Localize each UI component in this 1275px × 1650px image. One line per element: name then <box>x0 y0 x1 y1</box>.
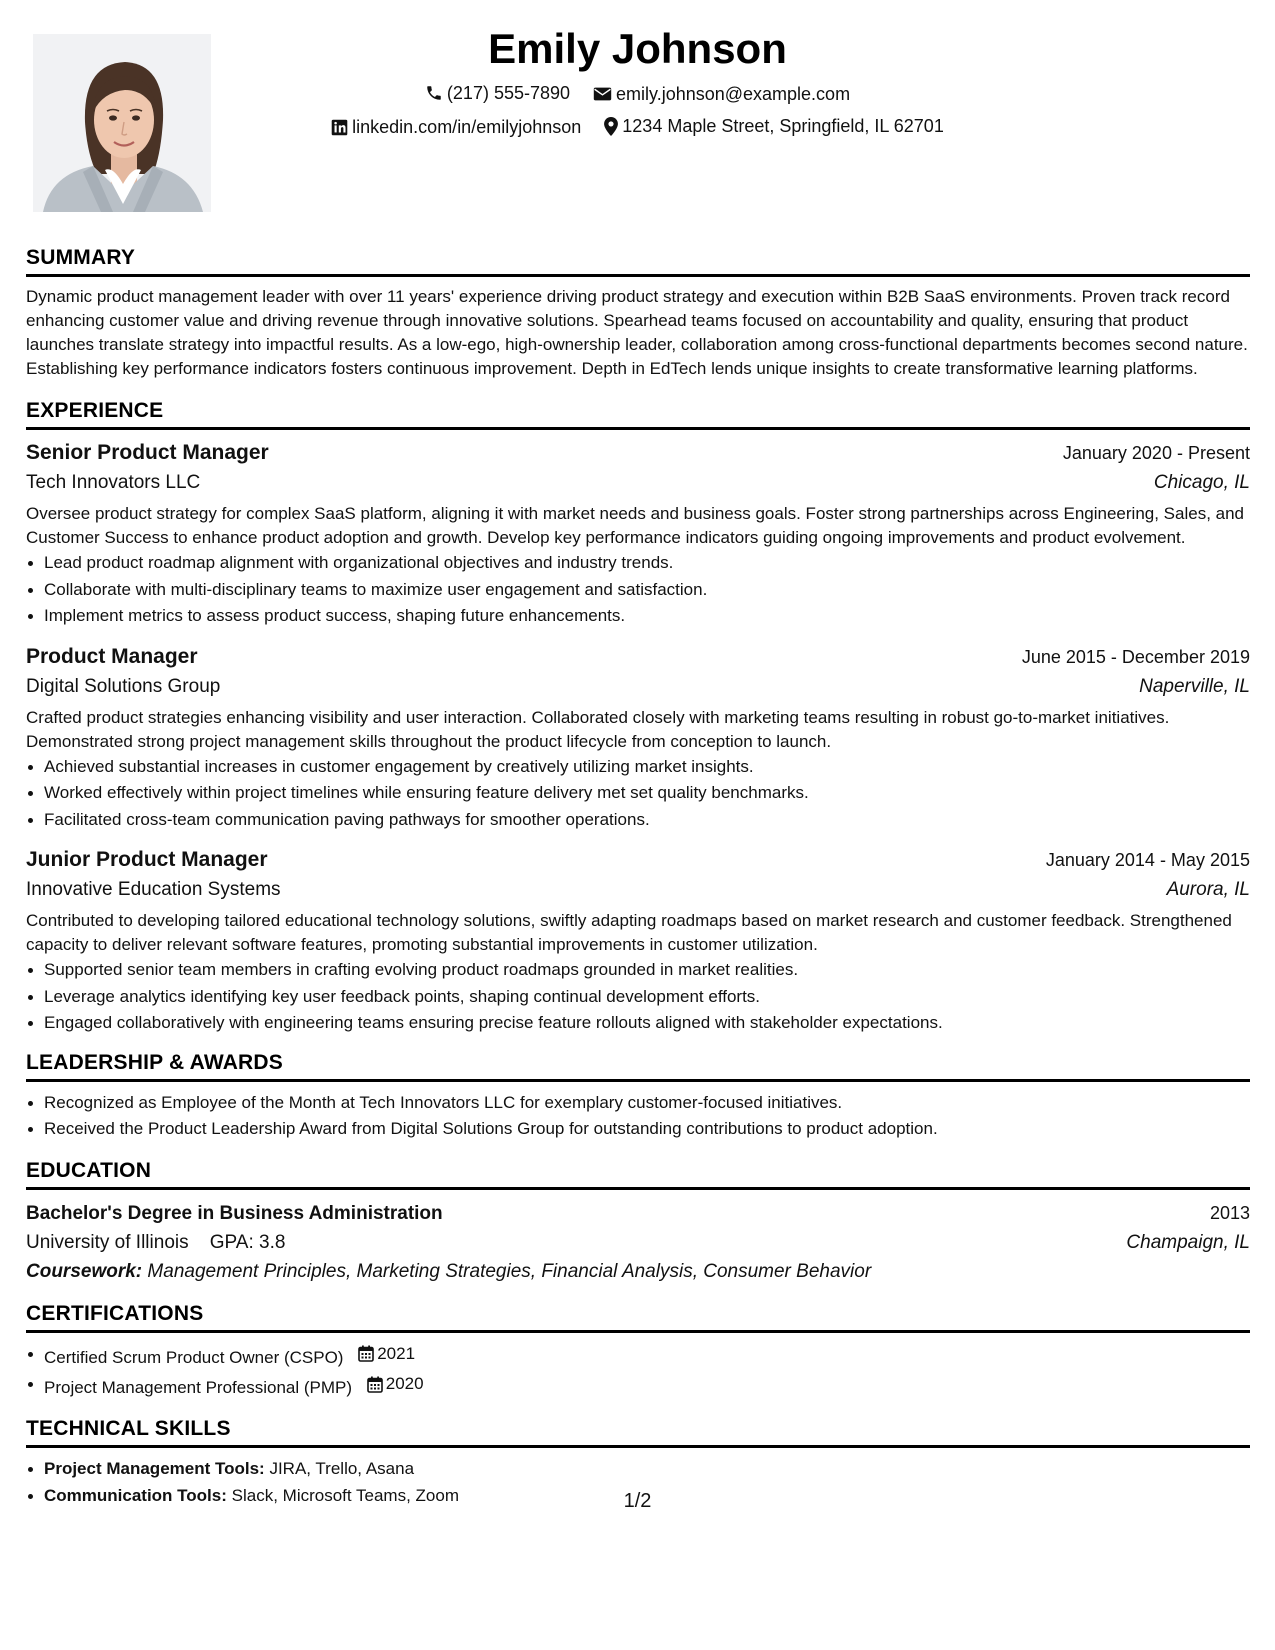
list-item: Lead product roadmap alignment with organizational objectives and industry trends. <box>44 550 1250 577</box>
certification-year: 2021 <box>377 1343 416 1363</box>
section-title-skills: TECHNICAL SKILLS <box>26 1417 231 1440</box>
linkedin-icon <box>331 119 348 136</box>
gpa: GPA: 3.8 <box>209 1231 286 1253</box>
section-divider <box>26 1330 1250 1333</box>
certification-year: 2020 <box>385 1373 424 1393</box>
coursework-label: Coursework: <box>26 1260 143 1282</box>
address-contact <box>604 111 944 141</box>
section-title-experience: EXPERIENCE <box>26 399 164 422</box>
job-dates: June 2015 - December 2019 <box>1021 646 1250 667</box>
contact-line-1 <box>0 78 1275 111</box>
list-item: Leverage analytics identifying key user feedback points, shaping continual development efforts. <box>44 984 1250 1011</box>
job-entry <box>26 845 1250 1037</box>
job-description: Contributed to developing tailored educational technology solutions, swiftly adapting roadmaps based on market research and customer feedback. Strengthened capacity to deliver relevant software features, promoting substantial improvements in customer utilization. <box>26 911 1232 954</box>
section-divider <box>26 1187 1250 1190</box>
school-location: Champaign, IL <box>1126 1231 1250 1253</box>
job-title: Senior Product Manager <box>26 441 269 464</box>
email-contact <box>593 79 850 109</box>
list-item <box>44 1456 1250 1483</box>
candidate-name: Emily Johnson <box>488 25 787 72</box>
section-divider <box>26 427 1250 430</box>
coursework-list: Management Principles, Marketing Strategies, Financial Analysis, Consumer Behavior <box>147 1260 872 1282</box>
job-location: Naperville, IL <box>1139 675 1250 697</box>
page-number: 1/2 <box>623 1490 652 1512</box>
phone-icon <box>425 84 443 102</box>
skill-value: JIRA, Trello, Asana <box>269 1459 415 1478</box>
list-item: Collaborate with multi-disciplinary teams to maximize user engagement and satisfaction. <box>44 577 1250 604</box>
summary-text: Dynamic product management leader with over 11 years' experience driving product strategy and execution within B2B SaaS environments. Proven track record enhancing customer value and driving revenue through innovative solutions. Spearhead teams focused on accountability and quality, ensuring that product launches translate strategy into impactful results. As a low-ego, high-ownership leader, collaboration among cross-functional departments becomes second nature. Establishing key performance indicators fosters continuous improvement. Depth in EdTech lends unique insights to create transformative learning platforms. <box>26 287 1248 378</box>
job-dates: January 2020 - Present <box>1062 443 1250 463</box>
company-name: Innovative Education Systems <box>26 879 281 900</box>
linkedin-contact <box>331 112 581 142</box>
list-item: Achieved substantial increases in customer engagement by creatively utilizing market insights. <box>44 754 1250 781</box>
list-item <box>44 1341 1250 1371</box>
list-item <box>44 1371 1250 1401</box>
degree-title: Bachelor's Degree in Business Administration <box>26 1202 443 1224</box>
resume-body <box>26 244 1250 1523</box>
awards-list <box>26 1090 1250 1143</box>
summary-section <box>26 244 1250 381</box>
experience-section <box>26 397 1250 1037</box>
certification-name: Project Management Professional (PMP) <box>44 1377 353 1397</box>
certification-date <box>358 1341 415 1368</box>
job-dates: January 2014 - May 2015 <box>1045 850 1250 870</box>
school-line <box>26 1228 285 1258</box>
list-item: Recognized as Employee of the Month at Tech Innovators LLC for exemplary customer-focused initiatives. <box>44 1090 1250 1117</box>
coursework-line <box>26 1258 1250 1286</box>
section-title-education: EDUCATION <box>26 1158 152 1182</box>
certifications-list <box>26 1341 1250 1402</box>
leadership-section <box>26 1049 1250 1143</box>
section-title-certifications: CERTIFICATIONS <box>26 1301 204 1325</box>
certifications-section <box>26 1300 1250 1402</box>
calendar-icon <box>367 1376 383 1393</box>
resume-header <box>0 20 1275 145</box>
job-bullets <box>26 957 1250 1037</box>
list-item: Received the Product Leadership Award from Digital Solutions Group for outstanding contributions to product adoption. <box>44 1116 1250 1143</box>
job-entry <box>26 438 1250 630</box>
job-title: Junior Product Manager <box>26 848 268 871</box>
list-item: Implement metrics to assess product success, shaping future enhancements. <box>44 603 1250 630</box>
list-item: Worked effectively within project timelines while ensuring feature delivery met set quality benchmarks. <box>44 780 1250 807</box>
skill-label: Project Management Tools: <box>44 1459 265 1478</box>
job-entry <box>26 642 1250 834</box>
job-description: Oversee product strategy for complex SaaS platform, aligning it with market needs and business goals. Foster strong partnerships across Engineering, Sales, and Customer Success to enhance product adoption and growth. Develop key performance indicators guiding ongoing improvements and product evolvement. <box>26 504 1245 547</box>
linkedin-url: linkedin.com/in/emilyjohnson <box>352 117 582 137</box>
phone-number: (217) 555-7890 <box>446 83 571 103</box>
section-divider <box>26 274 1250 277</box>
job-title: Product Manager <box>26 644 198 668</box>
section-divider <box>26 1445 1250 1448</box>
certification-name: Certified Scrum Product Owner (CSPO) <box>44 1347 344 1367</box>
list-item: Facilitated cross-team communication paving pathways for smoother operations. <box>44 807 1250 834</box>
graduation-year: 2013 <box>1209 1202 1250 1223</box>
list-item: Supported senior team members in crafting evolving product roadmaps grounded in market realities. <box>44 957 1250 984</box>
section-title-leadership: LEADERSHIP & AWARDS <box>26 1050 283 1074</box>
job-bullets <box>26 754 1250 834</box>
contact-line-2 <box>0 111 1275 145</box>
skill-value: Slack, Microsoft Teams, Zoom <box>231 1485 459 1505</box>
job-description: Crafted product strategies enhancing visibility and user interaction. Collaborated closely with marketing teams resulting in robust go-to-market initiatives. Demonstrated strong project management skills throughout the product lifecycle from conception to launch. <box>26 707 1170 751</box>
calendar-icon <box>358 1345 374 1362</box>
section-title-summary: SUMMARY <box>26 246 136 269</box>
job-location: Chicago, IL <box>1153 472 1250 493</box>
education-section <box>26 1157 1250 1286</box>
section-divider <box>26 1079 1250 1082</box>
job-bullets <box>26 550 1250 630</box>
map-pin-icon <box>604 117 618 136</box>
company-name: Digital Solutions Group <box>26 675 221 697</box>
job-location: Aurora, IL <box>1166 879 1250 900</box>
certification-date <box>367 1371 424 1398</box>
envelope-icon <box>593 86 612 102</box>
company-name: Tech Innovators LLC <box>26 472 201 493</box>
email-address: emily.johnson@example.com <box>616 84 851 104</box>
skill-label: Communication Tools: <box>44 1485 227 1505</box>
school-name: University of Illinois <box>26 1231 189 1253</box>
street-address: 1234 Maple Street, Springfield, IL 62701 <box>622 116 944 136</box>
list-item: Engaged collaboratively with engineering teams ensuring precise feature rollouts aligned with stakeholder expectations. <box>44 1010 1250 1037</box>
phone-contact <box>425 78 570 108</box>
